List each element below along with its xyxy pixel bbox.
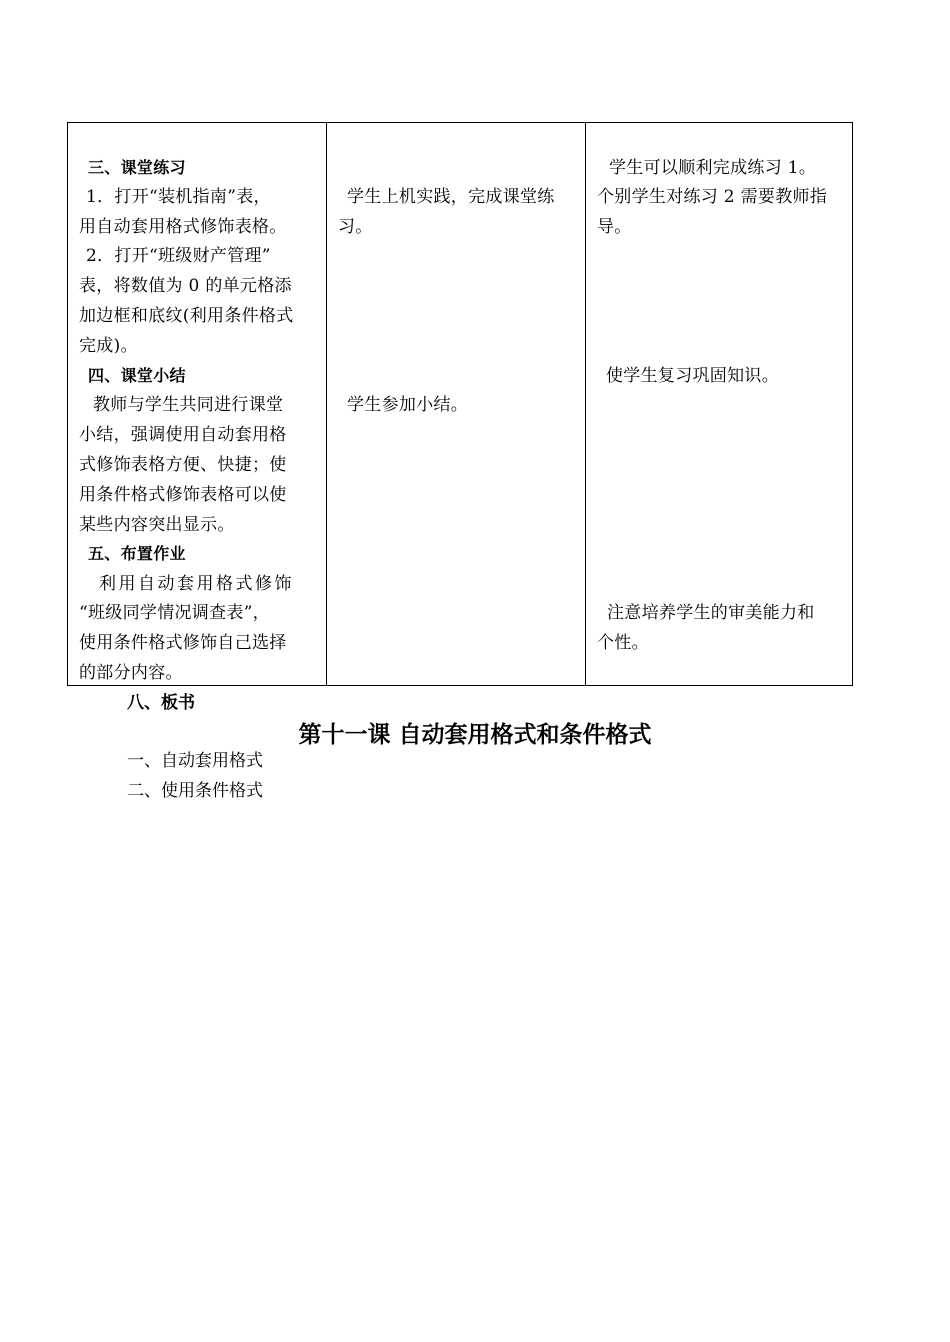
practice-item-2-line-1: 2．打开“班级财产管理” — [86, 246, 271, 266]
intent-summary: 使学生复习巩固知识。 — [606, 366, 779, 386]
board-title: 第十一课 自动套用格式和条件格式 — [298, 722, 652, 748]
intent-practice-line-2: 个别学生对练习 2 需要教师指 — [597, 187, 828, 207]
practice-item-1-line-2: 用自动套用格式修饰表格。 — [79, 217, 287, 237]
intent-practice-line-1: 学生可以顺利完成练习 1。 — [609, 158, 817, 178]
student-activity-column — [327, 123, 586, 685]
homework-line-2: “班级同学情况调查表”， — [79, 603, 270, 623]
homework-line-1: 利用自动套用格式修饰 — [99, 574, 294, 594]
practice-item-2-line-3: 加边框和底纹(利用条件格式 — [79, 306, 294, 326]
summary-line-2: 小结，强调使用自动套用格 — [79, 425, 287, 445]
intent-homework-line-2: 个性。 — [597, 633, 649, 653]
teacher-activity-column — [68, 123, 327, 685]
intent-homework-line-1: 注意培养学生的审美能力和 — [607, 603, 815, 623]
summary-line-5: 某些内容突出显示。 — [79, 515, 235, 535]
board-heading: 八、板书 — [127, 693, 195, 713]
practice-item-2-line-2: 表，将数值为 0 的单元格添 — [79, 276, 292, 296]
section-heading-practice: 三、课堂练习 — [88, 158, 186, 177]
practice-item-1-line-1: 1．打开“装机指南”表， — [86, 187, 271, 207]
section-heading-summary: 四、课堂小结 — [88, 366, 186, 385]
section-heading-homework: 五、布置作业 — [88, 544, 186, 563]
practice-item-2-line-4: 完成)。 — [79, 336, 138, 356]
summary-line-1: 教师与学生共同进行课堂 — [93, 395, 284, 415]
student-summary: 学生参加小结。 — [347, 395, 469, 415]
intent-practice-line-3: 导。 — [597, 217, 632, 237]
summary-line-3: 式修饰表格方便、快捷；使 — [79, 455, 287, 475]
board-item-1: 一、自动套用格式 — [127, 751, 263, 771]
board-item-2: 二、使用条件格式 — [127, 781, 263, 801]
lesson-table — [67, 122, 853, 686]
homework-line-3: 使用条件格式修饰自己选择 — [79, 633, 287, 653]
student-practice-line-2: 习。 — [338, 217, 373, 237]
homework-line-4: 的部分内容。 — [79, 663, 183, 683]
student-practice-line-1: 学生上机实践，完成课堂练 — [347, 187, 555, 207]
design-intent-column — [586, 123, 853, 685]
summary-line-4: 用条件格式修饰表格可以使 — [79, 485, 287, 505]
